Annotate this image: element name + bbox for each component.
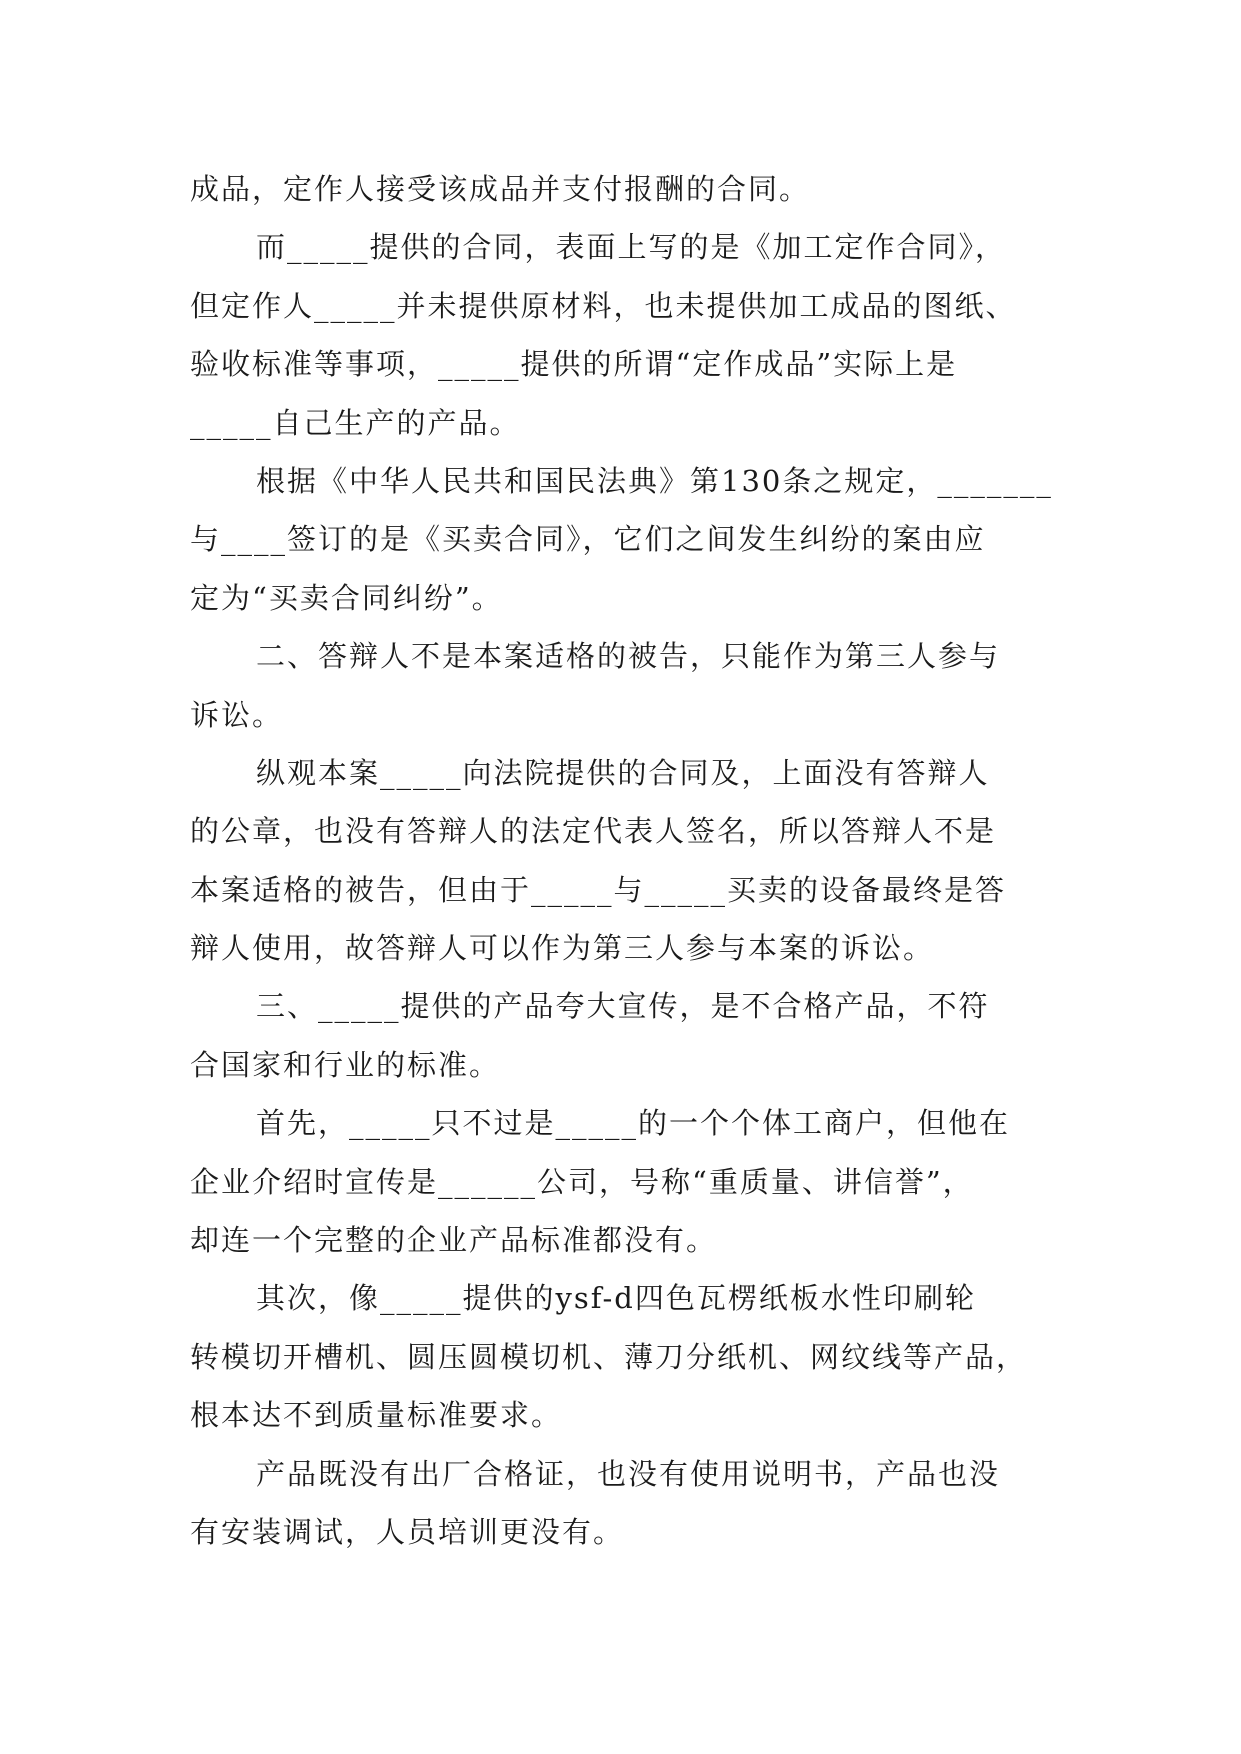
text-line: 而_____提供的合同，表面上写的是《加工定作合同》，	[256, 230, 1007, 265]
paragraph	[190, 1445, 1050, 1562]
text-line: 定为“买卖合同纠纷”。	[190, 580, 503, 615]
text-line: 企业介绍时宣传是______公司，号称“重质量、讲信誉”，	[190, 1164, 974, 1199]
text-line: _____自己生产的产品。	[190, 405, 521, 440]
paragraph	[190, 744, 1050, 978]
paragraph	[190, 977, 1050, 1094]
text-line: 二、答辩人不是本案适格的被告，只能作为第三人参与	[256, 639, 1001, 674]
text-line: 本案适格的被告，但由于_____与_____买卖的设备最终是答	[190, 872, 1007, 907]
paragraph	[190, 452, 1053, 627]
text-line: 但定作人_____并未提供原材料，也未提供加工成品的图纸、	[190, 288, 1017, 323]
paragraph	[190, 627, 1050, 744]
text-line: 验收标准等事项，_____提供的所谓“定作成品”实际上是	[190, 347, 958, 382]
text-line: 辩人使用，故答辩人可以作为第三人参与本案的诉讼。	[190, 931, 935, 966]
text-line: 诉讼。	[190, 697, 284, 732]
text-line: 纵观本案_____向法院提供的合同及，上面没有答辩人	[256, 755, 990, 790]
text-line: 其次，像_____提供的ysf-d四色瓦楞纸板水性印刷轮	[256, 1281, 976, 1316]
paragraph	[190, 160, 1050, 218]
text-line: 合国家和行业的标准。	[190, 1047, 501, 1082]
paragraph	[190, 218, 1050, 452]
paragraph	[190, 1269, 1050, 1444]
text-line: 根本达不到质量标准要求。	[190, 1398, 563, 1433]
text-line: 的公章，也没有答辩人的法定代表人签名，所以答辩人不是	[190, 814, 997, 849]
text-line: 根据《中华人民共和国民法典》第130条之规定，_______	[256, 463, 1053, 498]
paragraph	[190, 1094, 1050, 1269]
text-line: 有安装调试，人员培训更没有。	[190, 1514, 625, 1549]
document-body	[190, 160, 1053, 1561]
text-line: 转模切开槽机、圆压圆模切机、薄刀分纸机、网纹线等产品，	[190, 1339, 1028, 1374]
text-line: 与____签订的是《买卖合同》，它们之间发生纠纷的案由应	[190, 522, 986, 557]
text-line: 却连一个完整的企业产品标准都没有。	[190, 1223, 718, 1258]
text-line: 产品既没有出厂合格证，也没有使用说明书，产品也没	[256, 1456, 1001, 1491]
text-line: 首先，_____只不过是_____的一个个体工商户，但他在	[256, 1106, 1011, 1141]
text-line: 成品，定作人接受该成品并支付报酬的合同。	[190, 172, 811, 206]
text-line: 三、_____提供的产品夸大宣传，是不合格产品，不符	[256, 989, 990, 1024]
